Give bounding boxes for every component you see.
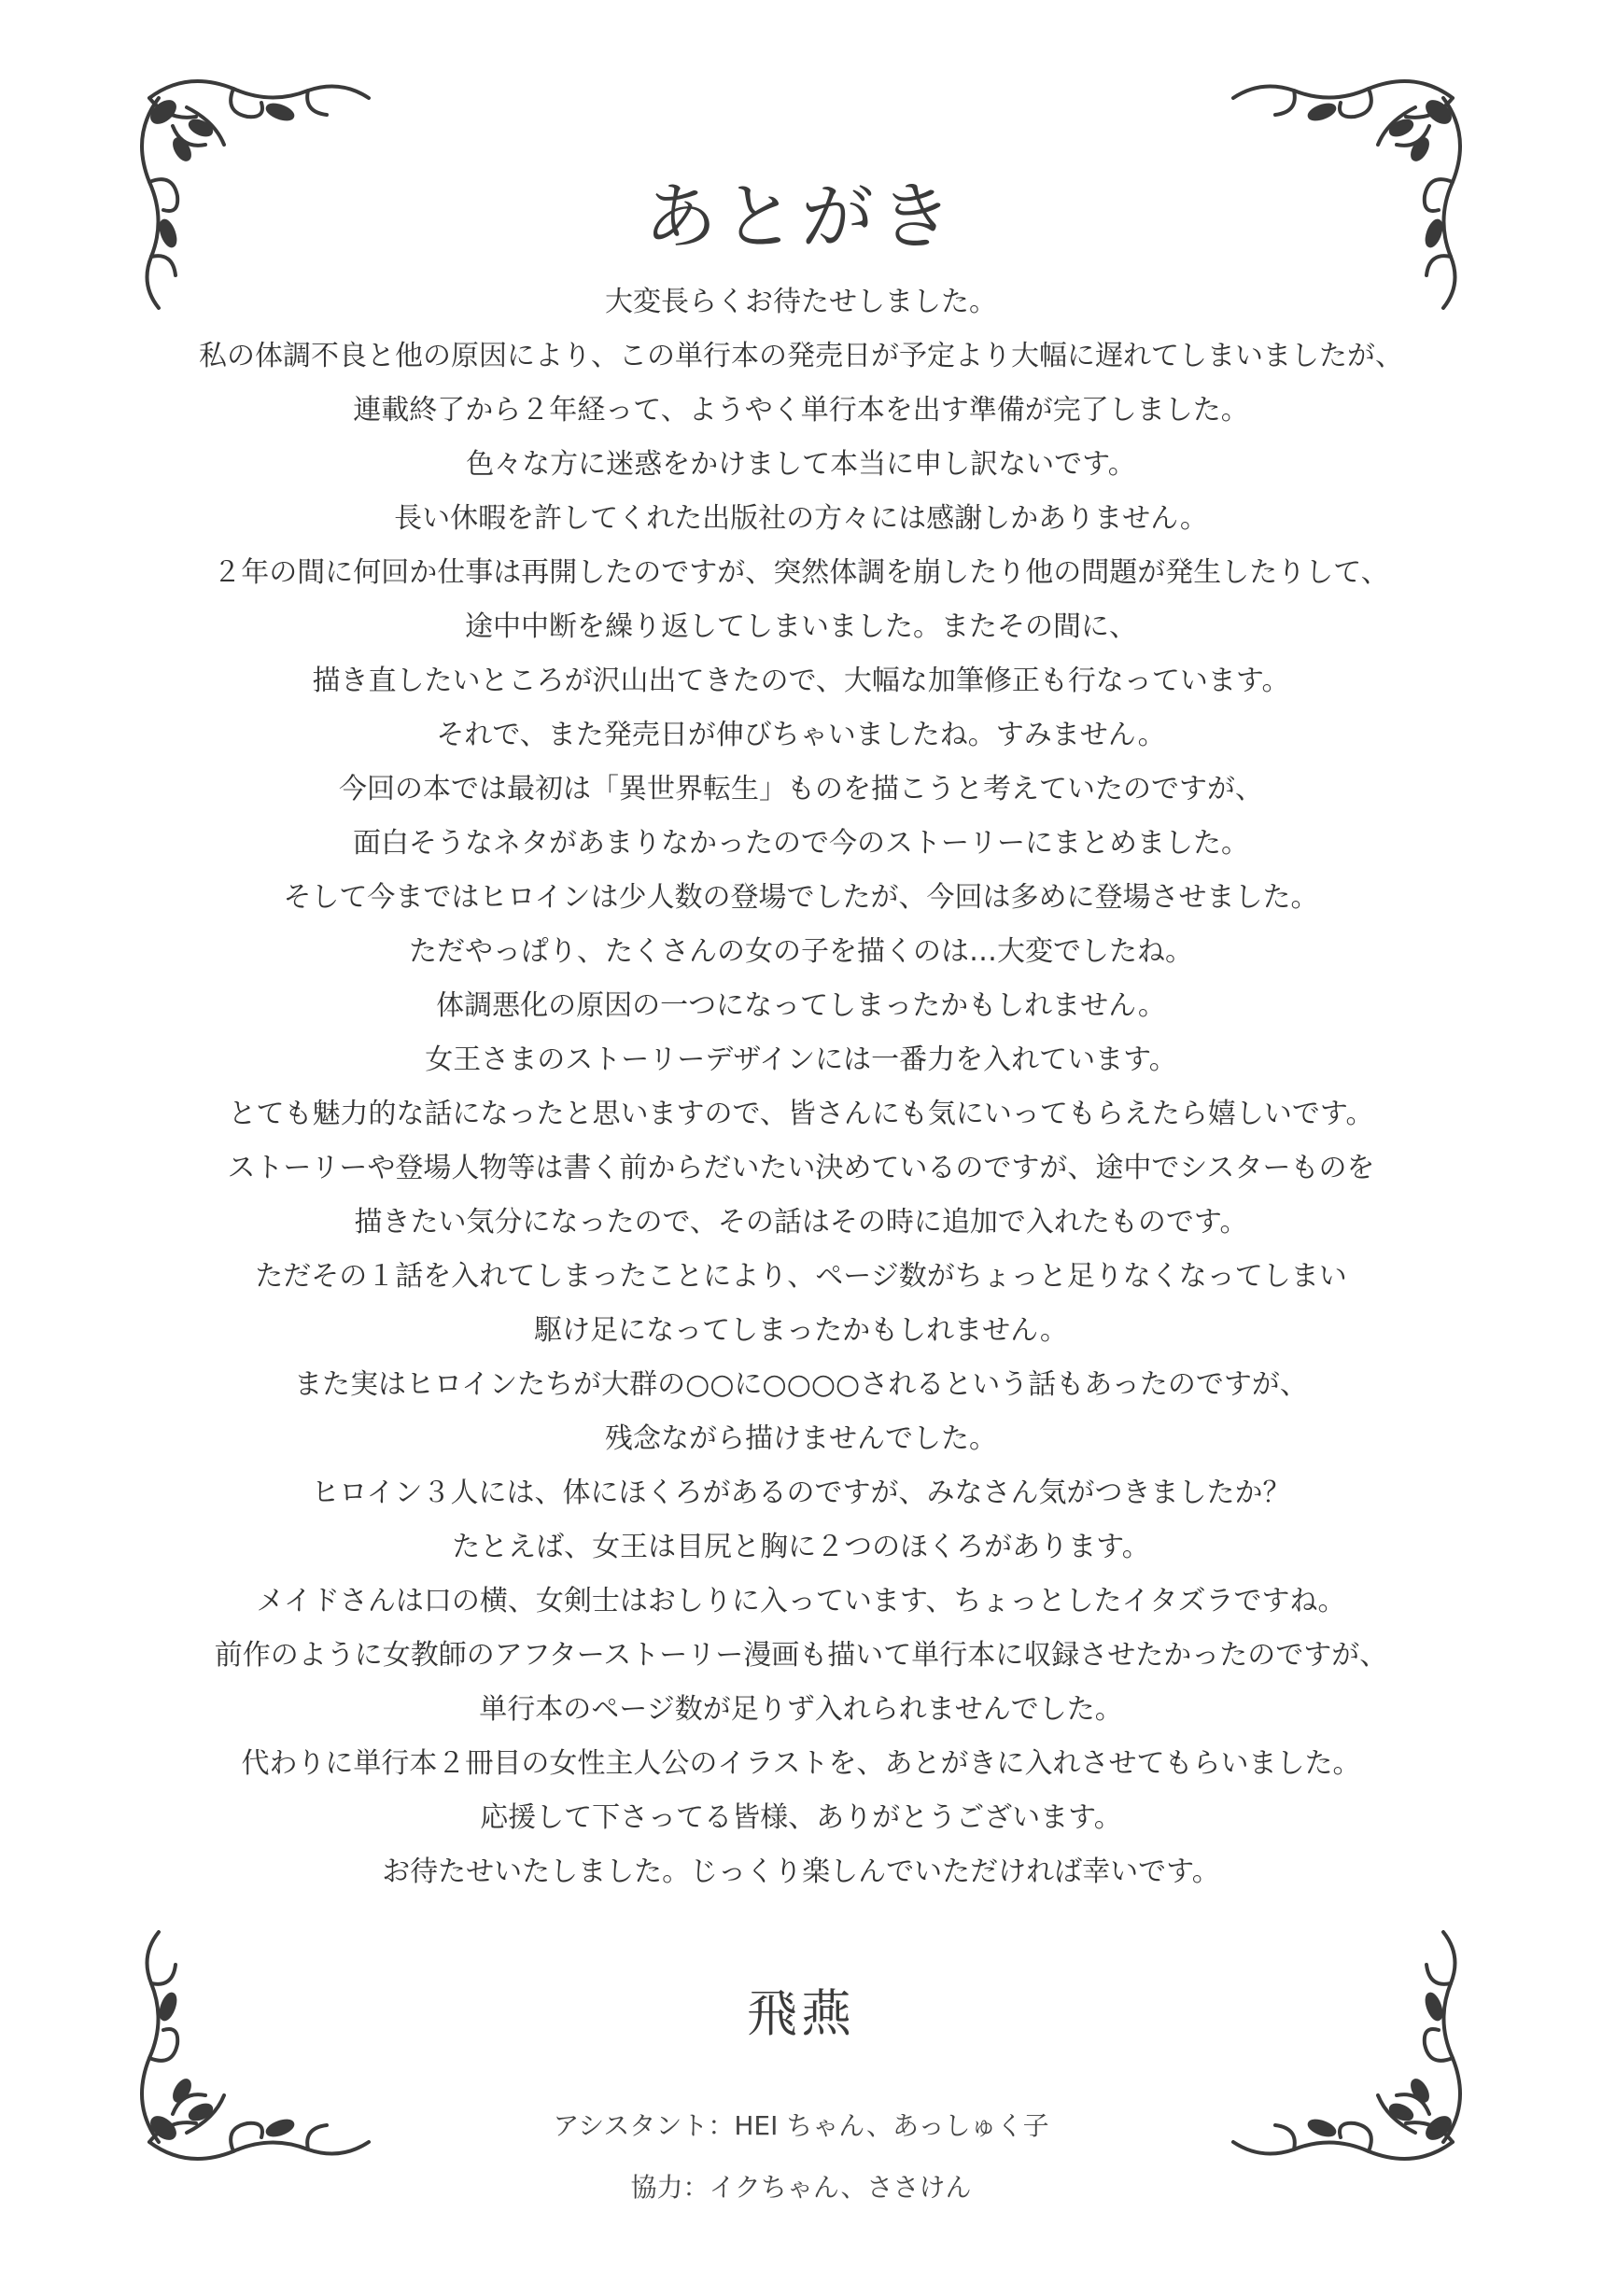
body-line: 単行本のページ数が足りず入れられませんでした。 <box>479 1693 1123 1726</box>
author-signature: 飛燕 <box>747 1984 855 2043</box>
credits <box>0 2095 1602 2219</box>
body-line: 今回の本では最初は「異世界転生」ものを描こうと考えていたのですが、 <box>339 773 1263 805</box>
body-line: とても魅力的な話になったと思いますので、皆さんにも気にいってもらえたら嬉しいです。 <box>228 1098 1374 1130</box>
credit-cooperation: 協力：イクちゃん、ささけん <box>630 2172 972 2203</box>
body-line: 長い休暇を許してくれた出版社の方々には感謝しかありません。 <box>394 502 1208 535</box>
body-line: 面白そうなネタがあまりなかったので今のストーリーにまとめました。 <box>353 827 1249 860</box>
body-line: ストーリーや登場人物等は書く前からだいたい決めているのですが、途中でシスターものを <box>227 1152 1375 1184</box>
body-line: ２年の間に何回か仕事は再開したのですが、突然体調を崩したり他の問題が発生したりして、 <box>213 556 1389 589</box>
body-line: 途中中断を繰り返してしまいました。またその間に、 <box>465 610 1137 643</box>
body-line: また実はヒロインたちが大群の○○に○○○○されるという話もあったのですが、 <box>294 1368 1308 1401</box>
page-title: あとがき <box>643 175 958 259</box>
credit-assistant: アシスタント：HEI ちゃん、あっしゅく子 <box>553 2110 1049 2141</box>
body-line: 私の体調不良と他の原因により、この単行本の発売日が予定より大幅に遅れてしまいましたが、 <box>199 340 1403 372</box>
body-line: 色々な方に迷惑をかけまして本当に申し訳ないです。 <box>466 448 1136 481</box>
body-line: たとえば、女王は目尻と胸に２つのほくろがあります。 <box>452 1531 1150 1563</box>
body-line: 体調悪化の原因の一つになってしまったかもしれません。 <box>436 989 1166 1022</box>
body-line: ただその１話を入れてしまったことにより、ページ数がちょっと足りなくなってしまい <box>255 1260 1347 1293</box>
body-line: ただやっぱり、たくさんの女の子を描くのは…大変でしたね。 <box>409 935 1193 968</box>
body-line: 描き直したいところが沢山出てきたので、大幅な加筆修正も行なっています。 <box>312 665 1290 697</box>
body-line: 残念ながら描けませんでした。 <box>605 1422 997 1455</box>
body-line: 応援して下さってる皆様、ありがとうございます。 <box>480 1801 1122 1834</box>
body-line: 代わりに単行本２冊目の女性主人公のイラストを、あとがきに入れさせてもらいました。 <box>241 1747 1361 1780</box>
body-line: それで、また発売日が伸びちゃいましたね。すみません。 <box>436 719 1166 751</box>
body-line: お待たせいたしました。じっくり楽しんでいただければ幸いです。 <box>382 1855 1220 1888</box>
body-line: 前作のように女教師のアフターストーリー漫画も描いて単行本に収録させたかったのですが、 <box>214 1639 1388 1672</box>
body-line: 大変長らくお待たせしました。 <box>605 286 997 318</box>
body-line: メイドさんは口の横、女剣士はおしりに入っています、ちょっとしたイタズラですね。 <box>256 1585 1346 1617</box>
afterword-body <box>112 275 1490 1899</box>
body-line: そして今まではヒロインは少人数の登場でしたが、今回は多めに登場させました。 <box>283 881 1319 914</box>
body-line: 女王さまのストーリーデザインには一番力を入れています。 <box>425 1043 1177 1076</box>
body-line: 駆け足になってしまったかもしれません。 <box>534 1314 1068 1347</box>
body-line: 連載終了から２年経って、ようやく単行本を出す準備が完了しました。 <box>353 394 1249 427</box>
body-line: 描きたい気分になったので、その話はその時に追加で入れたものです。 <box>354 1206 1248 1239</box>
body-line: ヒロイン３人には、体にほくろがあるのですが、みなさん気がつきましたか？ <box>311 1477 1291 1509</box>
